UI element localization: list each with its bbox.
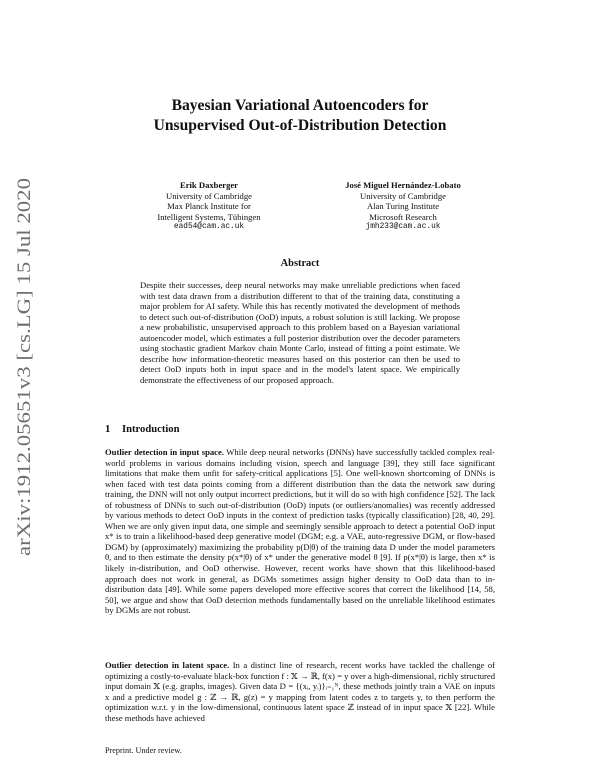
arxiv-stamp-text: arXiv:1912.05651v3 [cs.LG] 15 Jul 2020 bbox=[15, 249, 35, 556]
title-line-2: Unsupervised Out-of-Distribution Detection bbox=[153, 117, 447, 134]
author-name: José Miguel Hernández-Lobato bbox=[345, 180, 461, 190]
author-affiliation: Intelligent Systems, Tübingen bbox=[157, 211, 261, 222]
section-number: 1 bbox=[105, 424, 111, 435]
section-heading bbox=[105, 424, 180, 435]
author-email[interactable]: ead54@cam.ac.uk bbox=[173, 223, 245, 232]
author-block-1 bbox=[134, 180, 284, 233]
author-affiliation: University of Cambridge bbox=[360, 190, 446, 201]
abstract-text: Despite their successes, deep neural networks may make unreliable predictions when faced with test data drawn from a distribution different to that of the training data, constituting a major problem for AI safety. While this has recently motivated the development of methods to detect such out-of-distribution (OoD) inputs, a robust solution is still lacking. We propose a new probabilistic, unsupervised approach to this problem based on a Bayesian variational autoencoder model, which estimates a full posterior distribution over the decoder parameters using stochastic gradient Markov chain Monte Carlo, instead of fitting a point estimate. We describe how information-theoretic measures based on this posterior can then be used to detect OoD inputs both in input space and in the model's latent space. We empirically demonstrate the effectiveness of our proposed approach. bbox=[140, 280, 460, 385]
author-affiliation: University of Cambridge bbox=[166, 190, 252, 201]
preprint-footer: Preprint. Under review. bbox=[105, 746, 182, 755]
author-affiliation: Microsoft Research bbox=[369, 211, 437, 222]
paragraph-lead: Outlier detection in input space. bbox=[105, 447, 224, 457]
paper-title bbox=[100, 96, 500, 136]
author-email[interactable]: jmh233@cam.ac.uk bbox=[365, 223, 441, 232]
author-affiliation: Alan Turing Institute bbox=[366, 201, 440, 212]
arxiv-identifier bbox=[8, 176, 38, 556]
author-affiliation: Max Planck Institute for bbox=[167, 201, 251, 212]
author-name: Erik Daxberger bbox=[180, 180, 238, 190]
paragraph-input-space bbox=[105, 447, 495, 616]
section-title: Introduction bbox=[122, 424, 180, 435]
paragraph-latent-space bbox=[105, 660, 495, 723]
abstract-heading: Abstract bbox=[280, 258, 320, 269]
author-block-2 bbox=[308, 180, 498, 233]
paragraph-lead: Outlier detection in latent space. bbox=[105, 660, 230, 670]
arxiv-stamp bbox=[8, 176, 38, 556]
title-line-1: Bayesian Variational Autoencoders for bbox=[171, 97, 429, 114]
paragraph-text: In a distinct line of research, recent works have tackled the challenge of optimizing a costly-to-evaluate black-box function f : 𝕏 → ℝ, f(x) = y over a high-dimensional, richly structured input domain 𝕏 (e.g. graphs, images). Given data D = {(xᵢ, yᵢ)}ᵢ₌₁ᴺ, these methods jointly train a VAE on inputs x and a predictive model g : ℤ → ℝ, g(z) = y mapping from latent codes z to targets y, to then perform the optimization w.r.t. y in the low-dimensional, continuous latent space ℤ instead of in input space 𝕏 [22]. While these methods have achieved bbox=[105, 660, 495, 723]
paragraph-text: While deep neural networks (DNNs) have successfully tackled complex real-world problems in various domains including vision, speech and language [39], they still face significant limitations that make them unfit for safety-critical applications [5]. One well-known shortcoming of DNNs is when faced with test data points coming from a different distribution than the data the network saw during training, the DNN will not only output incorrect predictions, but it will do so with high confidence [52]. The lack of robustness of DNNs to such out-of-distribution (OoD) inputs (or outliers/anomalies) was recently addressed by various methods to detect OoD inputs in the context of prediction tasks (typically classification) [28, 40, 29]. When we are only given input data, one simple and seemingly sensible approach to detect a potential OoD input x* is to train a likelihood-based deep generative model (DGM; e.g. a VAE, auto-regressive DGM, or flow-based DGM) by (approximately) maximizing the probability p(D|θ) of the training data D under the model parameters θ, and to then estimate the density p(x*|θ) of x* under the generative model θ [9]. If p(x*|θ) is large, then x* is likely in-distribution, and OoD otherwise. However, recent works have shown that this likelihood-based approach does not work in general, as DGMs sometimes assign higher density to OoD data than to in-distribution data [49]. While some papers developed more effective scores that correct the likelihood [14, 58, 50], we argue and show that OoD detection methods fundamentally based on the unreliable likelihood estimates by DGMs are not robust. bbox=[105, 447, 496, 616]
